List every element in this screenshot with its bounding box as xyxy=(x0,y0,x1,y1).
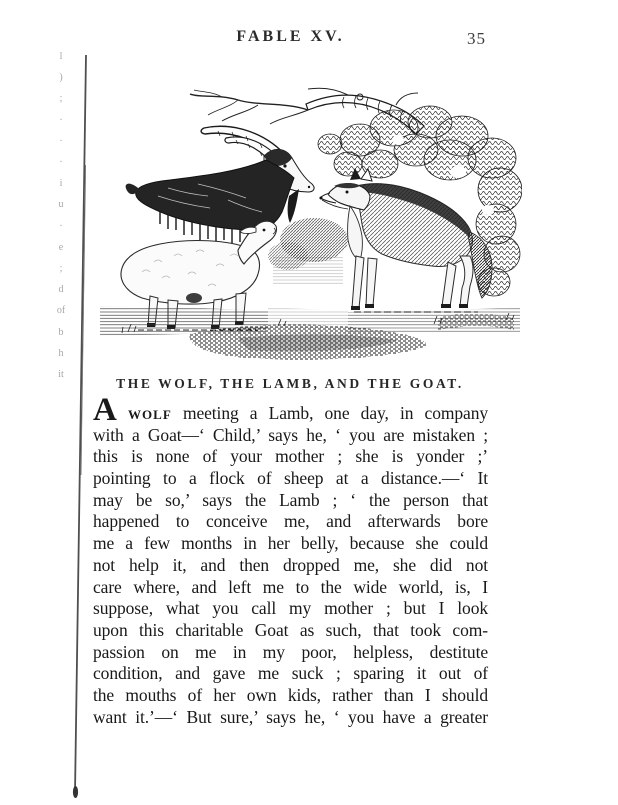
fable-body-text xyxy=(93,392,488,728)
text-line: condition, and gave me suck ; sparing it out of xyxy=(93,663,488,684)
fable-illustration xyxy=(98,80,522,366)
margin-mark: d xyxy=(58,284,64,296)
text-line: happened to conceive me, and afterwards bore xyxy=(93,511,488,532)
text-line: may be so,’ says the Lamb ; ‘ the person that xyxy=(93,489,488,510)
margin-mark: it xyxy=(58,369,64,381)
text-line: not help it, and then dropped me, she did not xyxy=(93,554,488,575)
text-line: suppose, what you call my mother ; but I look xyxy=(93,598,488,619)
bare-twigs xyxy=(190,90,308,124)
margin-mark: ; xyxy=(59,93,63,105)
text-line: upon this charitable Goat as such, that took com- xyxy=(93,619,488,640)
margin-mark: u xyxy=(58,199,64,211)
background-bush xyxy=(268,218,348,284)
text-lines xyxy=(93,425,488,729)
page-number: 35 xyxy=(467,29,486,48)
text-line: me a few months in her belly, because she could xyxy=(93,533,488,554)
margin-mark: · xyxy=(59,135,63,147)
drop-cap: A xyxy=(93,392,117,428)
margin-mark: l xyxy=(59,51,63,62)
margin-mark: h xyxy=(58,347,64,359)
ground xyxy=(100,306,520,360)
text-line: with a Goat—‘ Child,’ says he, ‘ you are mistaken ; xyxy=(93,424,488,445)
text-line: this is none of your mother ; she is yonder ;’ xyxy=(93,446,488,467)
margin-mark: · xyxy=(59,114,63,126)
text-line: pointing to a flock of sheep at a distance.—‘ It xyxy=(93,468,488,489)
margin-mark: e xyxy=(58,241,64,253)
illustration-caption: THE WOLF, THE LAMB, AND THE GOAT. xyxy=(116,376,464,391)
margin-mark: · xyxy=(59,157,63,169)
text-line: want it.’—‘ But sure,’ says he, ‘ you have a greater xyxy=(93,706,488,727)
margin-mark: ) xyxy=(59,72,63,84)
first-line-text: meeting a Lamb, one day, in company xyxy=(182,403,488,423)
goat-figure xyxy=(126,126,314,243)
fable-heading: FABLE XV. xyxy=(236,28,345,45)
margin-mark: of xyxy=(56,305,66,317)
margin-mark: b xyxy=(58,326,64,338)
text-line: the mouths of her own kids, rather than I should xyxy=(93,684,488,705)
text-line: care where, and left me to the wide world, is, I xyxy=(93,576,488,597)
running-head xyxy=(93,28,488,52)
small-caps-word: WOLF xyxy=(128,407,172,422)
text-line: passion on me in my poor, helpless, destitute xyxy=(93,641,488,662)
text-line-first xyxy=(93,392,488,428)
margin-mark: ; xyxy=(59,263,63,275)
margin-mark: · xyxy=(59,220,63,232)
margin-mark: i xyxy=(59,178,63,190)
